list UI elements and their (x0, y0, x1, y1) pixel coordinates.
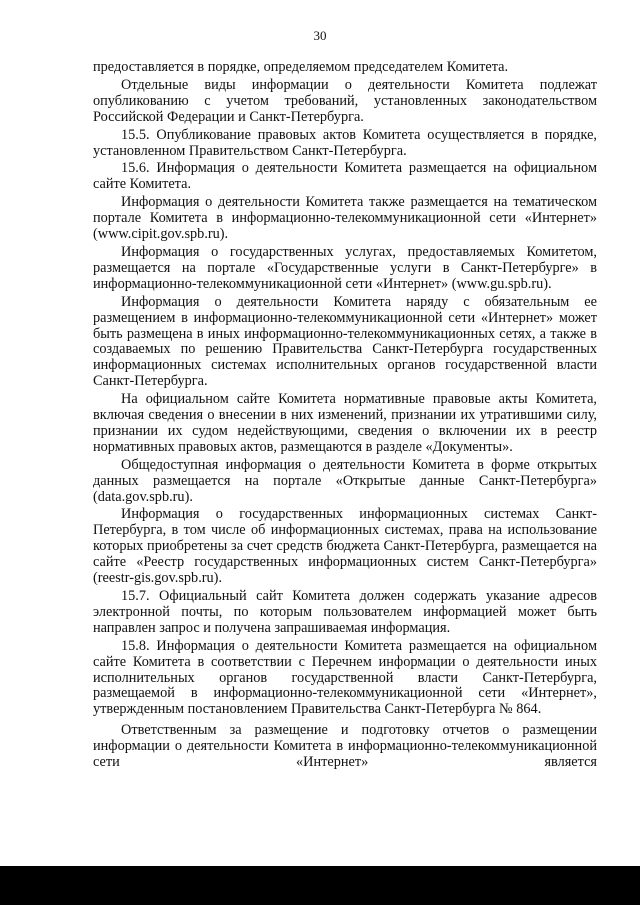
document-body (93, 60, 597, 773)
paragraph-15-5: 15.5. Опубликование правовых актов Комитета осуществляется в порядке, установленном Правительством Санкт-Петербурга. (93, 126, 597, 159)
paragraph-15-7: 15.7. Официальный сайт Комитета должен содержать указание адресов электронной почты, по которым пользователем информацией может быть направлен запрос и получена запрашиваемая информация. (93, 588, 597, 636)
paragraph-continuation: предоставляется в порядке, определяемом председателем Комитета. (93, 59, 509, 75)
paragraph-public-services-portal: Информация о государственных услугах, предоставляемых Комитетом, размещается на портале «Государственные услуги в Санкт-Петербурге» в информационно-телекоммуникационной сети «Интернет» (www.gu.spb.ru). (93, 243, 597, 292)
paragraph-publication-requirements: Отдельные виды информации о деятельности Комитета подлежат опубликованию с учетом требований, установленных законодательством Российской Федерации и Санкт-Петербурга. (93, 76, 597, 125)
paragraph-open-data: Общедоступная информация о деятельности Комитета в форме открытых данных размещается на портале «Открытые данные Санкт-Петербурга» (data.gov.spb.ru). (93, 456, 597, 505)
paragraph-responsible: Ответственным за размещение и подготовку отчетов о размещении информации о деятельности Комитета в информационно-телекоммуникационной сети «Интернет» является (93, 722, 597, 771)
paragraph-normative-acts: На официальном сайте Комитета нормативные правовые акты Комитета, включая сведения о внесении в них изменений, признании их утратившими силу, признании их судом недействующими, сведения о включении их в реестр нормативных правовых актов, размещаются в разделе «Документы». (93, 391, 597, 455)
paragraph-information-systems: Информация о государственных информационных системах Санкт-Петербурга, в том числе об информационных системах, права на использование которых приобретены за счет средств бюджета Санкт-Петербурга, размещается на сайте «Реестр государственных информационных систем Санкт-Петербурга» (reestr-gis.gov.spb.ru). (93, 506, 597, 587)
paragraph-15-6: 15.6. Информация о деятельности Комитета размещается на официальном сайте Комитета. (93, 160, 597, 193)
paragraph-15-8: 15.8. Информация о деятельности Комитета размещается на официальном сайте Комитета в соответствии с Перечнем информации о деятельности иных исполнительных органов государственной власти Санкт-Петербурга, размещаемой в информационно-телекоммуникационной сети «Интернет», утвержденным постановлением Правительства Санкт-Петербурга № 864. (93, 637, 597, 718)
paragraph-thematic-portal: Информация о деятельности Комитета также размещается на тематическом портале Комитета в информационно-телекоммуникационной сети «Интернет» (www.cipit.gov.spb.ru). (93, 194, 597, 243)
paragraph-other-networks: Информация о деятельности Комитета наряду с обязательным ее размещением в информационно-телекоммуникационной сети «Интернет» может быть размещена в иных информационно-телекоммуникационных сетях, а также в создаваемых по решению Правительства Санкт-Петербурга государственных информационных системах исполнительных органов государственной власти Санкт-Петербурга. (93, 293, 597, 390)
page-number: 30 (313, 28, 327, 43)
scan-bottom-edge (0, 866, 640, 905)
